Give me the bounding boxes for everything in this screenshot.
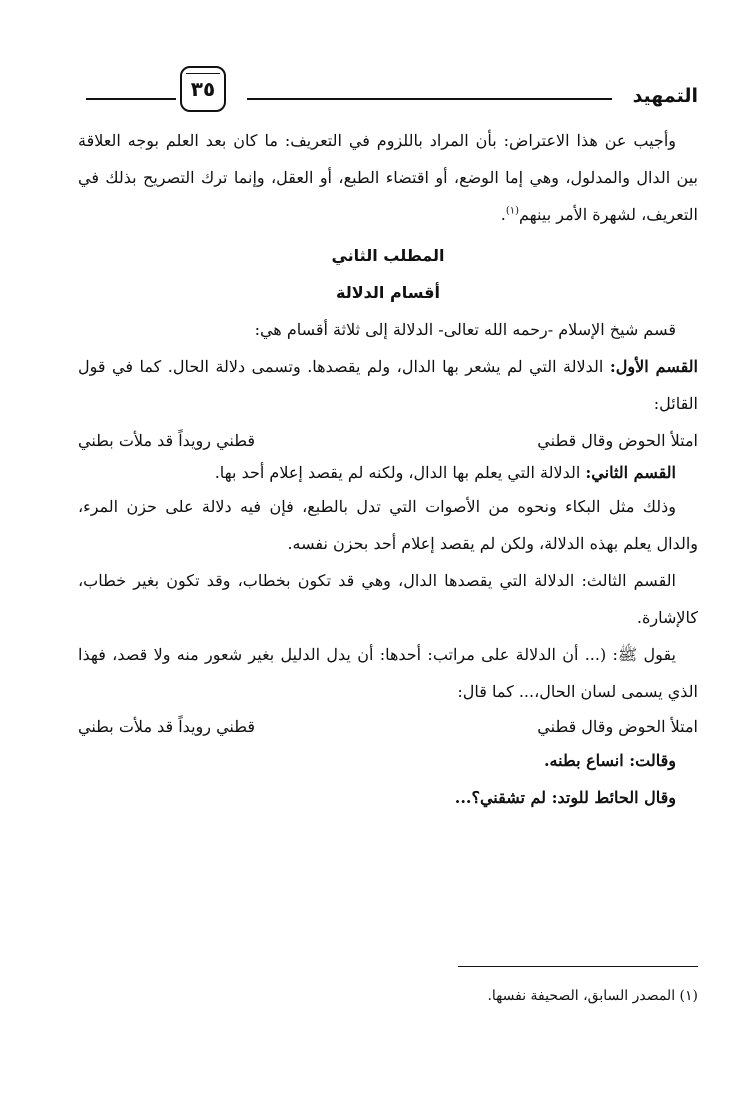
paragraph-4-label: القسم الثاني: bbox=[585, 463, 676, 482]
paragraph-1 bbox=[78, 122, 698, 233]
page-header bbox=[78, 66, 698, 114]
paragraph-2: قسم شيخ الإسلام -رحمه الله تعالى- الدلالة إلى ثلاثة أقسام هي: bbox=[254, 320, 676, 339]
verse-2-second-hemistich: قطني رويداً قد ملأت بطني bbox=[78, 717, 255, 736]
paragraph-3-label: القسم الأول: bbox=[609, 357, 699, 376]
header-rule-right bbox=[247, 98, 612, 100]
paragraph-7: يقول ﷺ: (... أن الدلالة على مراتب: أحدها: أن يدل الدليل بغير شعور منه ولا قصد، فهذا الذي يسمى لسان الحال،... كما قال: bbox=[78, 645, 698, 701]
page-number: ٣٥ bbox=[180, 66, 226, 112]
verse-2-first-hemistich: امتلأ الحوض وقال قطني bbox=[537, 717, 698, 736]
paragraph-6: القسم الثالث: الدلالة التي يقصدها الدال، وهي قد تكون بخطاب، وقد تكون بغير خطاب، كالإشارة. bbox=[78, 571, 698, 627]
paragraph-5: وذلك مثل البكاء ونحوه من الأصوات التي تدل بالطبع، فإن فيه دلالة على حزن المرء، والدال يعلم بهذه الدلالة، ولكن لم يقصد إعلام أحد بحزن نفسه. bbox=[78, 497, 698, 553]
paragraph-4 bbox=[78, 458, 698, 488]
quote-line-a: وقالت: انساع بطنه. bbox=[543, 751, 676, 770]
verse-1-first-hemistich: امتلأ الحوض وقال قطني bbox=[537, 431, 698, 450]
quote-line-b: وقال الحائط للوتد: لم تشقني؟... bbox=[454, 788, 676, 807]
footnote-ref: (١) bbox=[505, 205, 520, 217]
section-heading: المطلب الثاني bbox=[331, 246, 445, 265]
paragraph-3-text: الدلالة التي لم يشعر بها الدال، ولم يقصدها. وتسمى دلالة الحال. كما في قول القائل: bbox=[78, 357, 698, 413]
header-rule-left bbox=[86, 98, 176, 100]
verse-2 bbox=[78, 710, 698, 744]
paragraph-3 bbox=[78, 348, 698, 422]
footnote: (١) المصدر السابق، الصحيفة نفسها. bbox=[487, 988, 698, 1004]
paragraph-1-end: . bbox=[500, 205, 506, 224]
verse-1-second-hemistich: قطني رويداً قد ملأت بطني bbox=[78, 431, 255, 450]
paragraph-1-text: وأجيب عن هذا الاعتراض: بأن المراد باللزوم في التعريف: ما كان بعد العلم بوجه العلاقة بين الدال والمدلول، وهي إما الوضع، أو اقتضاء الطبع، أو العقل، وإنما ترك التصريح بذلك في التعريف، لشهرة الأمر بينهم bbox=[78, 131, 699, 224]
paragraph-4-text: الدلالة التي يعلم بها الدال، ولكنه لم يقصد إعلام أحد بها. bbox=[214, 463, 586, 482]
verse-1 bbox=[78, 424, 698, 458]
section-title: التمهيد bbox=[632, 85, 698, 107]
footnote-separator bbox=[458, 966, 698, 967]
subsection-heading: أقسام الدلالة bbox=[336, 283, 440, 302]
page-body bbox=[78, 122, 698, 818]
